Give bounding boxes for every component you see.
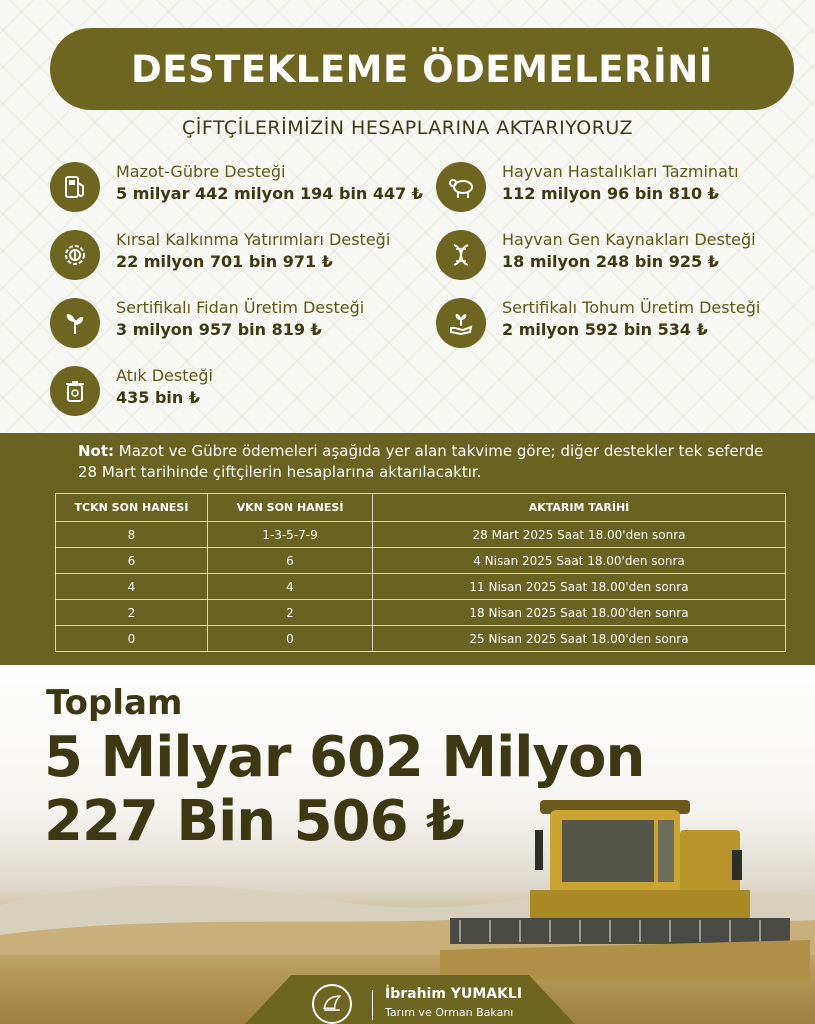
support-amount: 22 milyon 701 bin 971 ₺	[116, 252, 333, 271]
minister-title: Tarım ve Orman Bakanı	[385, 1006, 514, 1019]
support-amount: 3 milyon 957 bin 819 ₺	[116, 320, 322, 339]
page-subtitle: ÇİFTÇİLERİMİZİN HESAPLARINA AKTARIYORUZ	[181, 117, 634, 139]
date-cell: 18 Nisan 2025 Saat 18.00'den sonra	[373, 600, 786, 626]
support-amount: 18 milyon 248 bin 925 ₺	[502, 252, 719, 271]
total-label: Toplam	[46, 683, 183, 723]
column-header-date: AKTARIM TARİHİ	[373, 494, 786, 522]
support-label: Mazot-Gübre Desteği	[116, 162, 286, 181]
combine-harvester-image	[440, 790, 810, 980]
total-amount-line2: 227 Bin 506 ₺	[44, 789, 464, 854]
tckn-cell: 0	[56, 626, 208, 652]
date-cell: 4 Nisan 2025 Saat 18.00'den sonra	[373, 548, 786, 574]
vkn-cell: 4	[208, 574, 373, 600]
date-cell: 11 Nisan 2025 Saat 18.00'den sonra	[373, 574, 786, 600]
gear-leaf-icon	[50, 230, 100, 280]
page-title: DESTEKLEME ÖDEMELERİNİ	[130, 47, 714, 91]
vkn-cell: 6	[208, 548, 373, 574]
table-row	[56, 626, 786, 652]
minister-name: İbrahim YUMAKLI	[385, 986, 523, 1002]
date-cell: 28 Mart 2025 Saat 18.00'den sonra	[373, 522, 786, 548]
table-row	[56, 574, 786, 600]
livestock-icon	[436, 162, 486, 212]
title-banner	[50, 28, 794, 110]
tckn-cell: 6	[56, 548, 208, 574]
tckn-cell: 2	[56, 600, 208, 626]
date-cell: 25 Nisan 2025 Saat 18.00'den sonra	[373, 626, 786, 652]
sapling-icon	[50, 298, 100, 348]
total-amount-line1: 5 Milyar 602 Milyon	[44, 725, 645, 790]
fuel-pump-icon	[50, 162, 100, 212]
table-header-row	[56, 494, 786, 522]
footer-divider	[372, 990, 373, 1020]
tckn-cell: 4	[56, 574, 208, 600]
support-label: Kırsal Kalkınma Yatırımları Desteği	[116, 230, 391, 249]
table-row	[56, 522, 786, 548]
support-label: Hayvan Hastalıkları Tazminatı	[502, 162, 739, 181]
support-amount: 112 milyon 96 bin 810 ₺	[502, 184, 719, 203]
total-section	[0, 665, 815, 1024]
vkn-cell: 0	[208, 626, 373, 652]
column-header-tckn: TCKN SON HANESİ	[56, 494, 208, 522]
seedling-hand-icon	[436, 298, 486, 348]
table-row	[56, 548, 786, 574]
dna-animal-icon	[436, 230, 486, 280]
support-label: Hayvan Gen Kaynakları Desteği	[502, 230, 756, 249]
waste-bin-icon	[50, 366, 100, 416]
support-label: Sertifikalı Tohum Üretim Desteği	[502, 298, 761, 317]
support-amount: 435 bin ₺	[116, 388, 200, 407]
column-header-vkn: VKN SON HANESİ	[208, 494, 373, 522]
payment-note	[78, 441, 768, 483]
schedule-band	[0, 433, 815, 665]
ministry-logo-icon	[312, 984, 352, 1024]
support-label: Sertifikalı Fidan Üretim Desteği	[116, 298, 365, 317]
support-label: Atık Desteği	[116, 366, 213, 385]
note-prefix: Not:	[78, 442, 115, 460]
payment-schedule-table	[55, 493, 786, 652]
vkn-cell: 1-3-5-7-9	[208, 522, 373, 548]
table-row	[56, 600, 786, 626]
tckn-cell: 8	[56, 522, 208, 548]
support-amount: 2 milyon 592 bin 534 ₺	[502, 320, 708, 339]
vkn-cell: 2	[208, 600, 373, 626]
support-amount: 5 milyar 442 milyon 194 bin 447 ₺	[116, 184, 423, 203]
note-text: Mazot ve Gübre ödemeleri aşağıda yer alan takvime göre; diğer destekler tek seferde 28 Mart tarihinde çiftçilerin hesaplarına aktarılacaktır.	[78, 442, 764, 481]
